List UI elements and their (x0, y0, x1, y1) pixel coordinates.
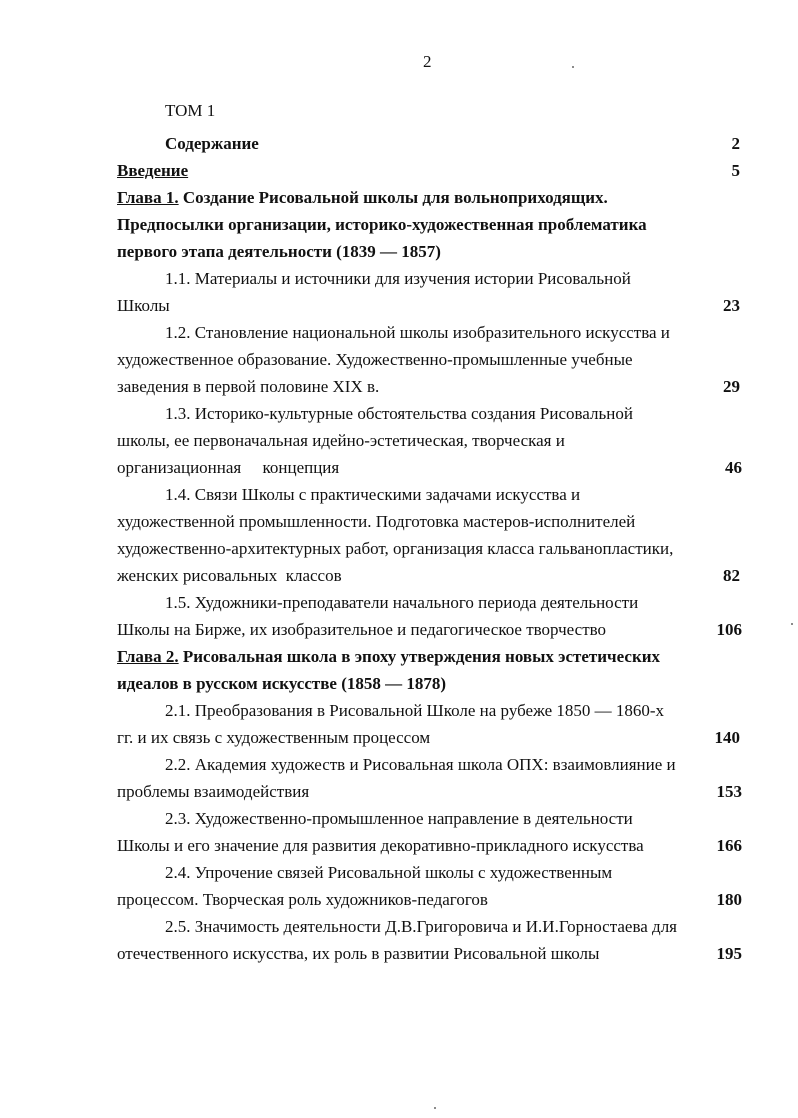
chapter2-prefix: Глава 2. (117, 647, 179, 666)
section-2-4-line2: процессом. Творческая роль художников-педагогов (117, 890, 488, 909)
section-2-2-line2: проблемы взаимодействия (117, 782, 310, 801)
section-2-5-page: 195 (716, 944, 742, 963)
chapter1-prefix: Глава 1. (117, 188, 179, 207)
section-1-2-page: 29 (723, 377, 740, 396)
scan-speck (791, 623, 793, 625)
toc-introduction-page: 5 (731, 161, 740, 180)
chapter2-heading-line1 (117, 647, 660, 667)
section-1-2-line3: заведения в первой половине XIX в. (117, 377, 380, 396)
section-1-2-line1: 1.2. Становление национальной школы изобразительного искусства и (165, 323, 670, 342)
chapter1-heading-line1 (117, 188, 608, 208)
section-2-4-line1: 2.4. Упрочение связей Рисовальной школы с художественным (165, 863, 613, 882)
section-1-4-line4: женских рисовальных классов (117, 566, 342, 585)
chapter2-title-line2: идеалов в русском искусстве (1858 — 1878) (117, 674, 447, 693)
section-2-3-line1: 2.3. Художественно-промышленное направление в деятельности (165, 809, 633, 828)
section-2-2-page: 153 (716, 782, 742, 801)
section-1-3-line1: 1.3. Историко-культурные обстоятельства создания Рисовальной (165, 404, 633, 423)
chapter1-title-line3: первого этапа деятельности (1839 — 1857) (117, 242, 441, 261)
section-2-5-line1: 2.5. Значимость деятельности Д.В.Григоровича и И.И.Горностаева для (165, 917, 677, 936)
section-2-1-page: 140 (714, 728, 740, 747)
toc-introduction-label: Введение (117, 161, 189, 180)
section-1-1-line1: 1.1. Материалы и источники для изучения истории Рисовальной (165, 269, 631, 288)
section-1-2-line2: художественное образование. Художественно-промышленные учебные (117, 350, 633, 369)
section-1-4-line3: художественно-архитектурных работ, организация класса гальванопластики, (117, 539, 674, 558)
section-2-1-line2: гг. и их связь с художественным процессом (117, 728, 431, 747)
chapter1-title-line2: Предпосылки организации, историко-художественная проблематика (117, 215, 647, 234)
section-1-5-line2: Школы на Бирже, их изобразительное и педагогическое творчество (117, 620, 607, 639)
section-2-4-page: 180 (716, 890, 742, 909)
section-1-3-line2: школы, ее первоначальная идейно-эстетическая, творческая и (117, 431, 565, 450)
section-1-5-page: 106 (716, 620, 742, 639)
section-1-5-line1: 1.5. Художники-преподаватели начального периода деятельности (165, 593, 639, 612)
toc-contents-label: Содержание (165, 134, 259, 153)
section-1-1-page: 23 (723, 296, 740, 315)
section-1-3-line3: организационная концепция (117, 458, 340, 477)
section-1-1-line2: Школы (117, 296, 170, 315)
section-2-2-line1: 2.2. Академия художеств и Рисовальная школа ОПХ: взаимовлияние и (165, 755, 676, 774)
section-1-3-page: 46 (725, 458, 742, 477)
scan-speck (434, 1107, 436, 1109)
section-2-3-line2: Школы и его значение для развития декоративно-прикладного искусства (117, 836, 644, 855)
section-2-5-line2: отечественного искусства, их роль в развитии Рисовальной школы (117, 944, 600, 963)
chapter2-title-line1: Рисовальная школа в эпоху утверждения новых эстетических (178, 647, 661, 666)
chapter1-title-line1: Создание Рисовальной школы для вольноприходящих. (178, 188, 608, 207)
scan-speck (572, 66, 574, 68)
section-2-3-page: 166 (716, 836, 742, 855)
page-number: 2 (423, 52, 432, 71)
section-1-4-line2: художественной промышленности. Подготовка мастеров-исполнителей (117, 512, 636, 531)
section-1-4-page: 82 (723, 566, 740, 585)
volume-label: ТОМ 1 (165, 101, 216, 120)
toc-contents-page: 2 (731, 134, 740, 153)
section-1-4-line1: 1.4. Связи Школы с практическими задачами искусства и (165, 485, 581, 504)
section-2-1-line1: 2.1. Преобразования в Рисовальной Школе на рубеже 1850 — 1860-х (165, 701, 665, 720)
